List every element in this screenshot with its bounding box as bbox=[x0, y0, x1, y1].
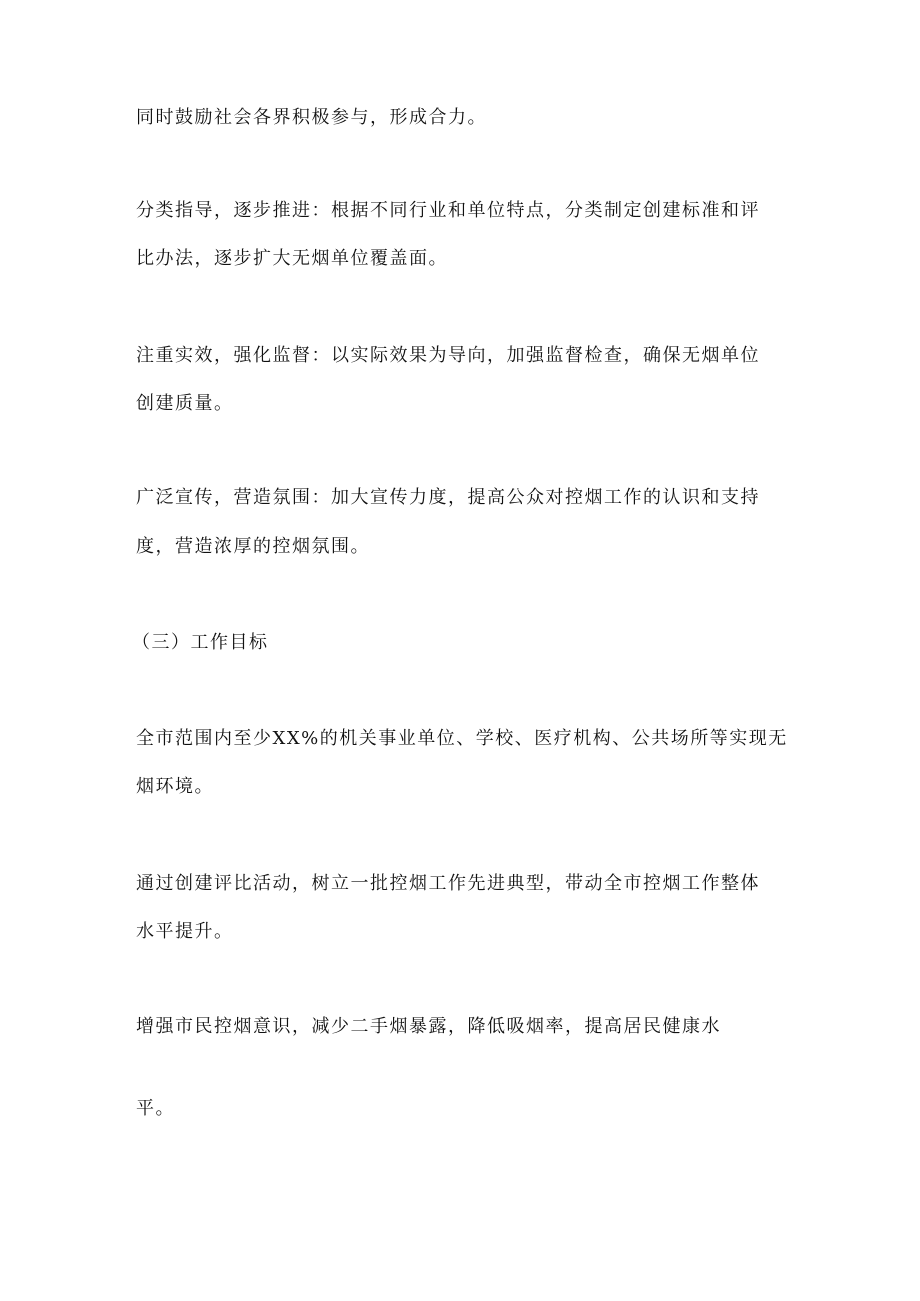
paragraph-line: 广泛宣传，营造氛围：加大宣传力度，提高公众对控烟工作的认识和支持 bbox=[136, 487, 760, 508]
paragraph-line: 同时鼓励社会各界积极参与，形成合力。 bbox=[136, 107, 487, 128]
paragraph-line: 创建质量。 bbox=[136, 393, 234, 414]
paragraph-line: 比办法，逐步扩大无烟单位覆盖面。 bbox=[136, 248, 448, 269]
paragraph-line: 烟环境。 bbox=[136, 776, 214, 797]
paragraph-line: 分类指导，逐步推进：根据不同行业和单位特点，分类制定创建标准和评 bbox=[136, 200, 760, 221]
paragraph-line: 注重实效，强化监督：以实际效果为导向，加强监督检查，确保无烟单位 bbox=[136, 345, 760, 366]
paragraph-line: 度，营造浓厚的控烟氛围。 bbox=[136, 536, 370, 557]
paragraph-line: 水平提升。 bbox=[136, 921, 234, 942]
section-heading: （三）工作目标 bbox=[132, 632, 269, 653]
paragraph-line: 全市范围内至少XX%的机关事业单位、学校、医疗机构、公共场所等实现无 bbox=[136, 728, 788, 749]
paragraph-line: 通过创建评比活动，树立一批控烟工作先进典型，带动全市控烟工作整体 bbox=[136, 873, 760, 894]
paragraph-line: 增强市民控烟意识，减少二手烟暴露，降低吸烟率，提高居民健康水 bbox=[136, 1016, 721, 1037]
paragraph-line: 平。 bbox=[136, 1098, 175, 1119]
